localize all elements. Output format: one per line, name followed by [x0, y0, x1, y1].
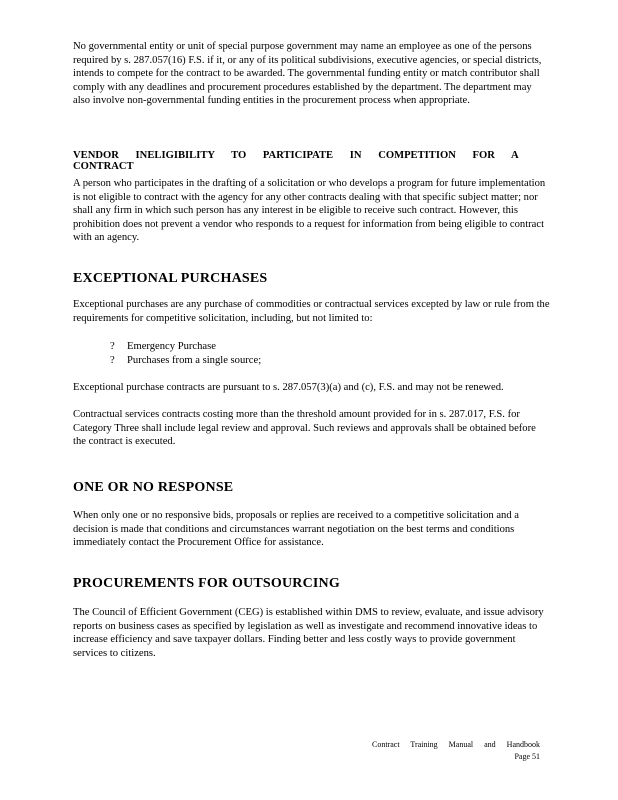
list-item-text: Purchases from a single source;	[127, 354, 262, 366]
one-or-no-response-heading: ONE OR NO RESPONSE	[73, 480, 234, 495]
vendor-ineligibility-section	[73, 150, 551, 172]
outsourcing-body	[73, 606, 551, 660]
exceptional-purchases-paragraph-3: Contractual services contracts costing more than the threshold amount provided for in s. 287.017, F.S. for Category Three shall include legal review and approval. Such reviews and approvals shall be obtained before the contract is executed.	[73, 409, 536, 448]
page-footer	[372, 739, 540, 763]
vendor-ineligibility-body	[73, 177, 551, 245]
footer-title: Contract Training Manual and Handbook	[372, 740, 540, 749]
outsourcing-heading: PROCUREMENTS FOR OUTSOURCING	[73, 576, 340, 591]
list-item-text: Emergency Purchase	[127, 341, 216, 352]
exceptional-purchases-paragraph-1: Exceptional purchases are any purchase of commodities or contractual services excepted by law or rule from the requirements for competitive solicitation, including, but not limited to:	[73, 299, 550, 324]
vendor-ineligibility-paragraph: A person who participates in the drafting of a solicitation or who develops a program for future implementation is not eligible to contract with the agency for any other contracts dealing with that specific subject matter; nor shall any firm in which such person has any interest in be eligible to receive such contract. However, this prohibition does not prevent a vendor who responds to a request for information from being eligible to contract with an agency.	[73, 178, 546, 244]
bullet-symbol: ?	[110, 354, 115, 366]
intro-paragraph: No governmental entity or unit of special purpose government may name an employee as one of the persons required by s. 287.057(16) F.S. if it, or any of its political subdivisions, executive agencies, or special districts, intends to compete for the contract to be awarded. The governmental funding entity or match contributor shall comply with any deadlines and procurement procedures established by the department. The department may also involve non-governmental funding entities in the procurement process when appropriate.	[73, 41, 542, 107]
exceptional-purchases-review	[73, 408, 551, 449]
exceptional-purchases-paragraph-2: Exceptional purchase contracts are pursuant to s. 287.057(3)(a) and (c), F.S. and may not be renewed.	[73, 382, 504, 393]
list-item	[110, 354, 551, 368]
exceptional-purchases-renewal	[73, 381, 551, 395]
list-item	[110, 340, 551, 354]
one-or-no-response-section	[73, 480, 551, 496]
bullet-symbol: ?	[110, 341, 115, 352]
intro-section	[73, 40, 551, 108]
vendor-ineligibility-heading: VENDOR INELIGIBILITY TO PARTICIPATE IN COMPETITION FOR A CONTRACT	[73, 150, 519, 172]
one-or-no-response-paragraph: When only one or no responsive bids, proposals or replies are received to a competitive solicitation and a decision is made that conditions and circumstances warrant negotiation on the best terms and conditions immediately contact the Procurement Office for assistance.	[73, 510, 519, 549]
exceptional-purchases-heading: EXCEPTIONAL PURCHASES	[73, 271, 268, 286]
one-or-no-response-body	[73, 509, 551, 550]
exceptional-purchases-list-wrap	[73, 340, 551, 367]
outsourcing-paragraph: The Council of Efficient Government (CEG) is established within DMS to review, evaluate, and issue advisory reports on business cases as specified by legislation as well as investigate and recommend innovative ideas to increase efficiency and save taxpayer dollars. Finding better and less costly ways to provide government services to citizens.	[73, 607, 544, 659]
exceptional-purchases-section	[73, 271, 551, 287]
outsourcing-section	[73, 576, 551, 592]
exceptional-purchases-list	[73, 340, 551, 367]
page-number: Page 51	[514, 752, 540, 761]
exceptional-purchases-intro	[73, 298, 551, 325]
